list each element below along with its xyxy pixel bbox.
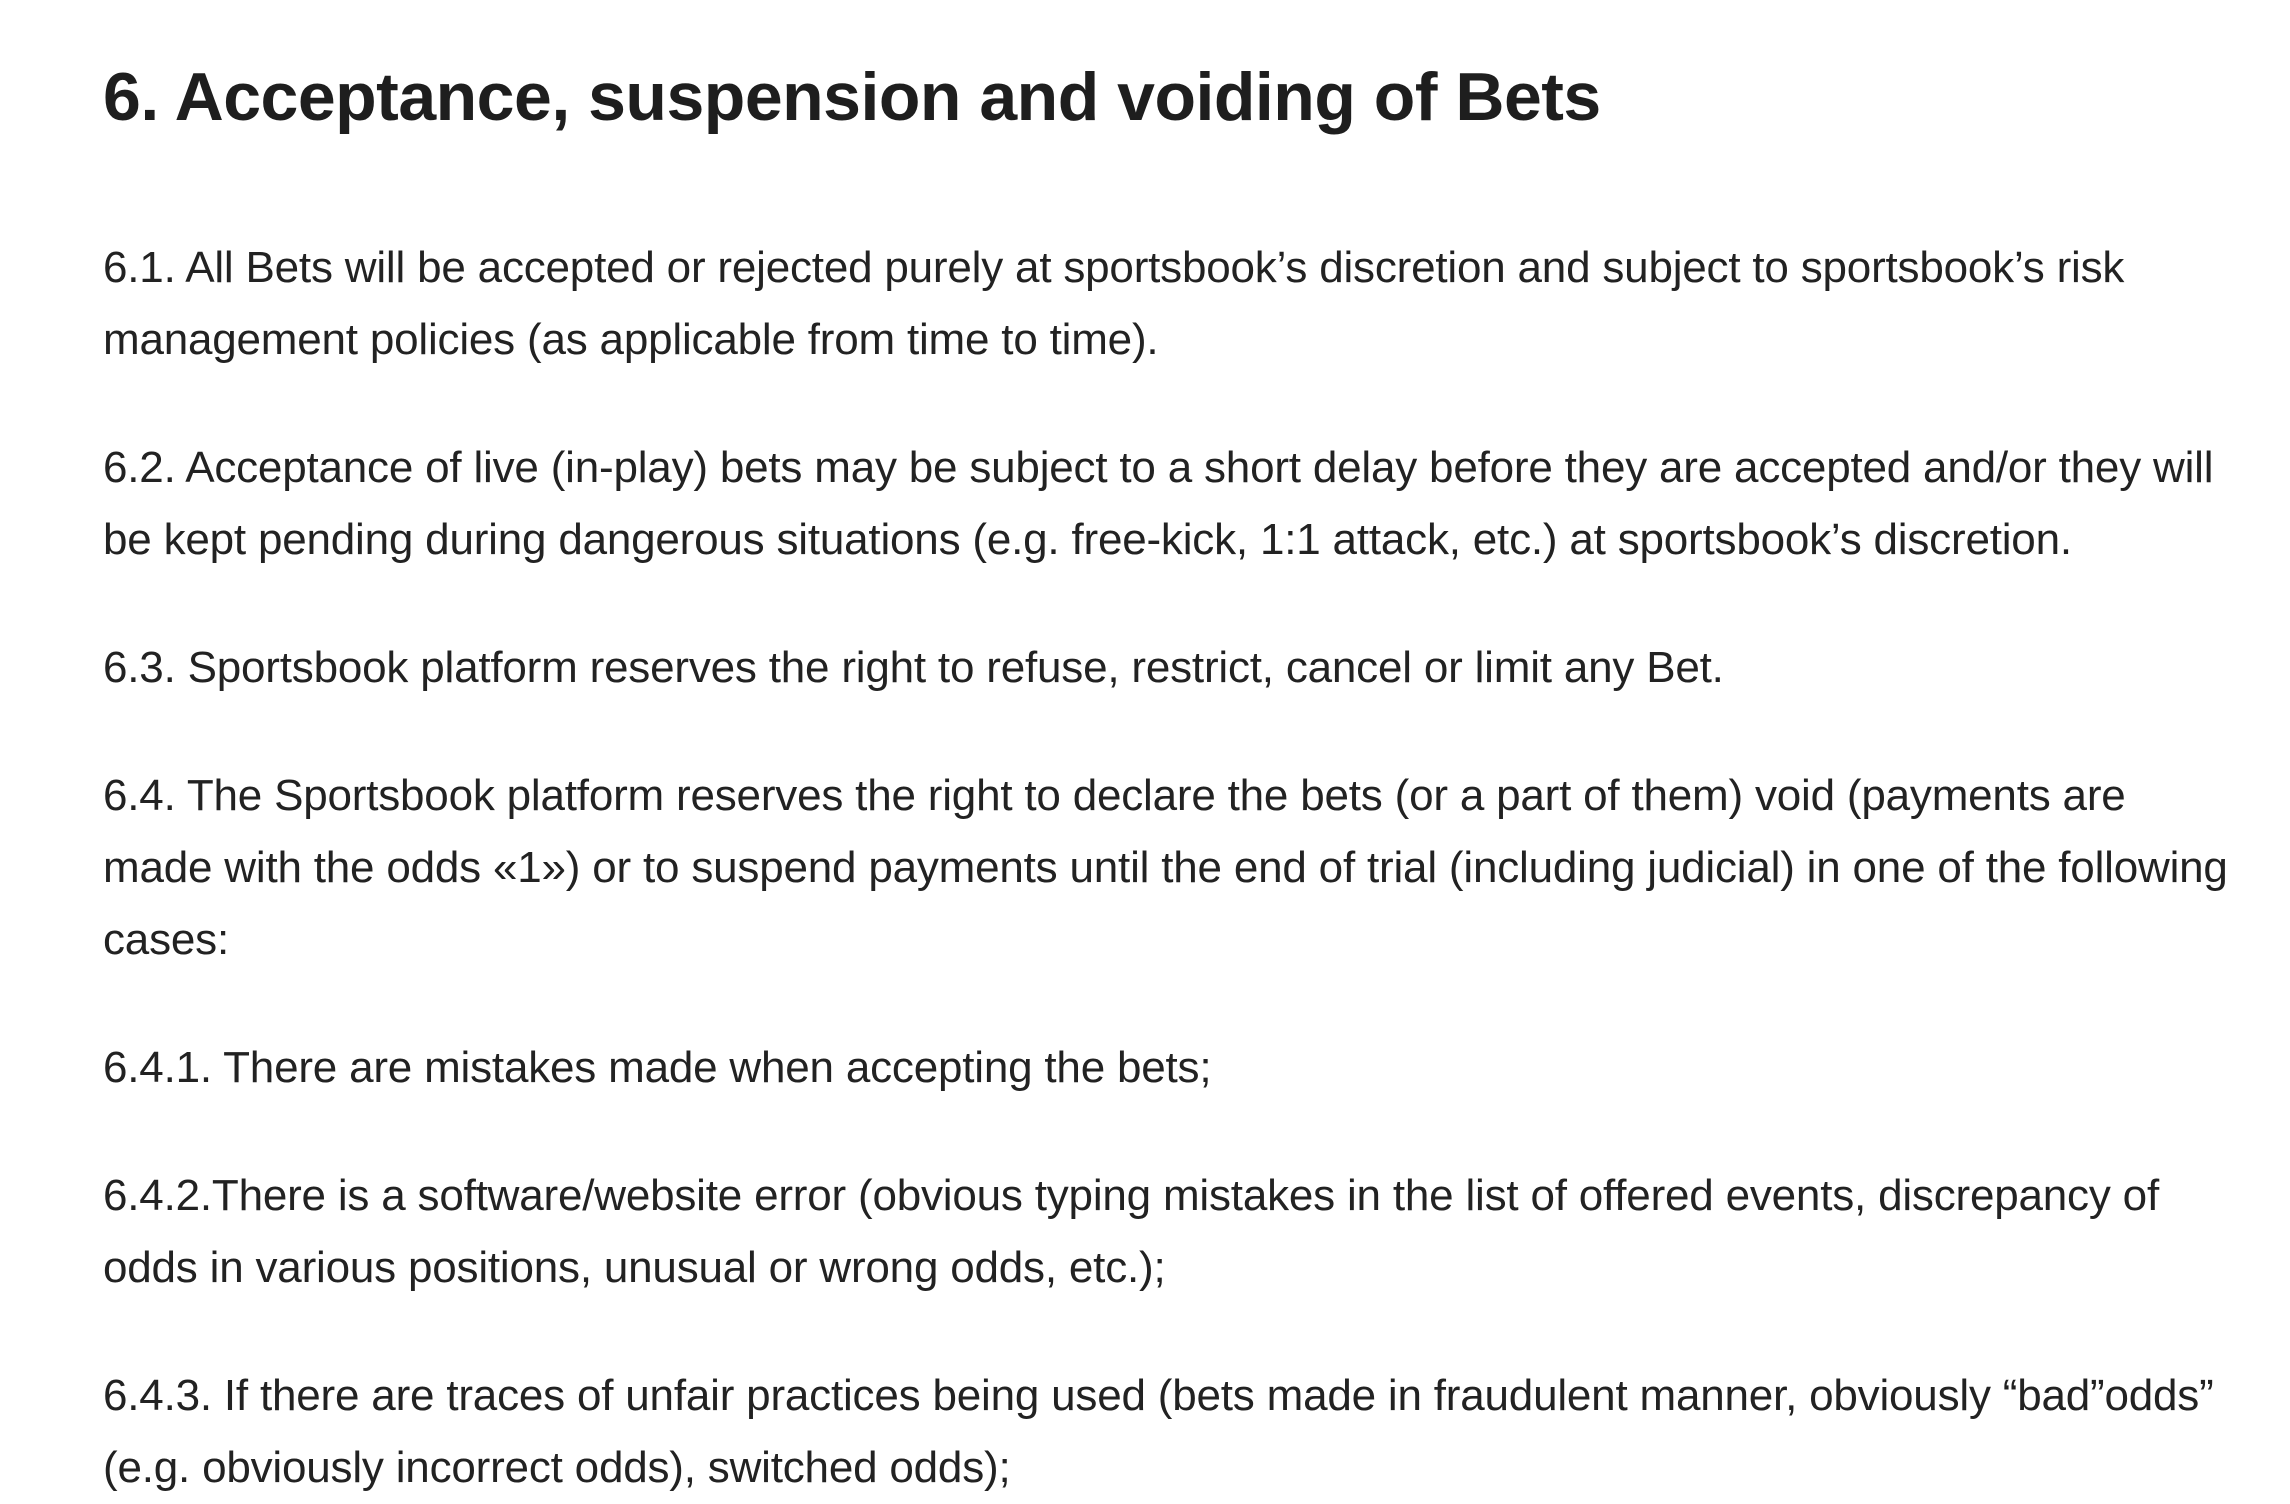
paragraph-6-2: 6.2. Acceptance of live (in-play) bets may be subject to a short delay before they are accepted and/or they will be kept pending during dangerous situations (e.g. free-kick, 1:1 attack, etc.) at sportsbook’s discretion.: [103, 443, 2214, 564]
paragraph-6-4-2: 6.4.2.There is a software/website error (obvious typing mistakes in the list of offered events, discrepancy of odds in various positions, unusual or wrong odds, etc.);: [103, 1171, 2159, 1292]
paragraph-6-4-3: 6.4.3. If there are traces of unfair practices being used (bets made in fraudulent manner, obviously “bad”odds” (e.g. obviously incorrect odds), switched odds);: [103, 1371, 2214, 1492]
paragraph-6-3: 6.3. Sportsbook platform reserves the right to refuse, restrict, cancel or limit any Bet.: [103, 643, 1724, 692]
paragraph-6-4-1: 6.4.1. There are mistakes made when accepting the bets;: [103, 1043, 1212, 1092]
terms-section: [103, 50, 2243, 1504]
paragraph-6-4: 6.4. The Sportsbook platform reserves the right to declare the bets (or a part of them) void (payments are made with the odds «1») or to suspend payments until the end of trial (including judicial) in one of the following cases:: [103, 771, 2228, 964]
section-heading: 6. Acceptance, suspension and voiding of Bets: [103, 59, 1601, 135]
paragraph-6-1: 6.1. All Bets will be accepted or rejected purely at sportsbook’s discretion and subject to sportsbook’s risk management policies (as applicable from time to time).: [103, 243, 2125, 364]
